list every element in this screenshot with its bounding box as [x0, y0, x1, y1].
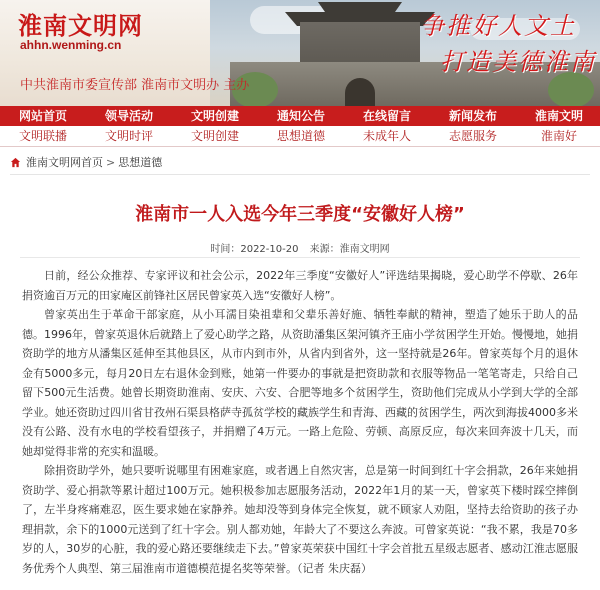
nav-civilization-building[interactable]: 文明创建 — [190, 109, 239, 123]
divider — [10, 174, 590, 175]
article-paragraph: 日前，经公众推荐、专家评议和社会公示，2022年三季度“安徽好人”评选结果揭晓，爱心助学不停歇、26年捐资逾百万元的田家庵区前锋社区居民曾家英入选“安徽好人榜”。 — [22, 269, 578, 302]
nav-messages[interactable]: 在线留言 — [362, 109, 411, 123]
breadcrumb-separator: > — [106, 155, 116, 169]
article-paragraph: 曾家英出生于革命干部家庭，从小耳濡目染祖辈和父辈乐善好施、牺牲奉献的精神，塑造了她乐于助人的品德。1996年，曾家英退休后就踏上了爱心助学之路，从资助潘集区架河镇齐王庙小学贫困学生开始。慢慢地，她捐资助学的地方从潘集区延伸至其他县区，从市内到市外，从省内到省外，这一坚持就是26年。曾家英每个月的退休金有5000多元，每月20日左右退休金到账，她第一件要办的事就是把资助款和衣服等物品一笔笔寄走，只给自己留下500元生活费。她曾长期资助淮南、安庆、六安、合肥等地多个贫困学生，资助他们完成从小学到大学的全部学业。她还资助过四川省甘孜州石渠县格萨寺孤贫学校的藏族学生和青海、西藏的贫困学生，两次到海拔4000多米没有公路、没有水电的学校看望孩子，并捐赠了4万元。一路上危险、劳顿、高原反应，每次来回奔波十几天，而她却觉得非常的充实和温暖。 — [22, 308, 578, 458]
logo-text: 淮南文明网 — [18, 11, 143, 40]
nav-notices[interactable]: 通知公告 — [276, 109, 325, 123]
breadcrumb-current[interactable]: 思想道德 — [118, 156, 163, 169]
primary-nav — [0, 106, 600, 126]
article-paragraph: 除捐资助学外，她只要听说哪里有困难家庭，或者遇上自然灾害，总是第一时间到红十字会捐款，26年来她捐资助学、爱心捐款等累计超过100万元。她积极参加志愿服务活动，2022年1月的某一天，曾家英下楼时踩空摔倒了，左半身疼痛难忍，医生要求她在家静养。她却没等到身体完全恢复，就不顾家人劝阻，坚持去给资助的孩子办理捐款，余下的1000元送到了红十字会。别人都劝她，年龄大了不要这么奔波。可曾家英说：“我不累，我是70多岁的人，30岁的心脏，我的爱心路还要继续走下去。”曾家英荣获中国红十字会首批五星级志愿者、感动江淮志愿服务优秀个人典型、第三届淮南市道德模范提名奖等荣誉。（记者 朱庆磊） — [22, 464, 578, 575]
logo-url: ahhn.wenming.cn — [20, 38, 122, 52]
subnav-morality[interactable]: 思想道德 — [276, 129, 325, 143]
nav-news-release[interactable]: 新闻发布 — [448, 109, 497, 123]
home-icon — [10, 157, 21, 168]
nav-huainan-civilization[interactable]: 淮南文明 — [534, 109, 583, 123]
article-meta — [0, 240, 600, 255]
breadcrumb-home-link[interactable]: 淮南文明网首页 — [26, 156, 103, 169]
slogan-line-1: 争推好人文土 — [420, 12, 576, 40]
subnav-minors[interactable]: 未成年人 — [362, 129, 411, 143]
subnav-volunteer[interactable]: 志愿服务 — [448, 129, 497, 143]
article-title: 淮南市一人入选今年三季度“安徽好人榜” — [135, 204, 465, 225]
article-source: 来源：淮南文明网 — [309, 244, 390, 255]
nav-leadership[interactable]: 领导活动 — [104, 109, 153, 123]
article-body — [22, 266, 578, 578]
article-time: 时间：2022-10-20 — [210, 244, 299, 255]
site-banner — [0, 0, 600, 106]
city-gate-arch — [345, 78, 375, 106]
subnav-good-people[interactable]: 淮南好 — [540, 129, 577, 143]
nav-home[interactable]: 网站首页 — [18, 109, 67, 123]
secondary-nav — [0, 126, 600, 147]
subnav-commentary[interactable]: 文明时评 — [104, 129, 153, 143]
subnav-broadcast[interactable]: 文明联播 — [18, 129, 67, 143]
site-logo[interactable] — [8, 6, 198, 52]
slogan-line-2: 打造美德淮南 — [440, 48, 596, 76]
sponsor-text: 中共淮南市委宣传部 淮南市文明办 主办 — [20, 78, 250, 93]
breadcrumb — [10, 153, 590, 171]
divider — [20, 257, 580, 258]
banner-tree — [548, 72, 594, 106]
subnav-civilization-building[interactable]: 文明创建 — [190, 129, 239, 143]
